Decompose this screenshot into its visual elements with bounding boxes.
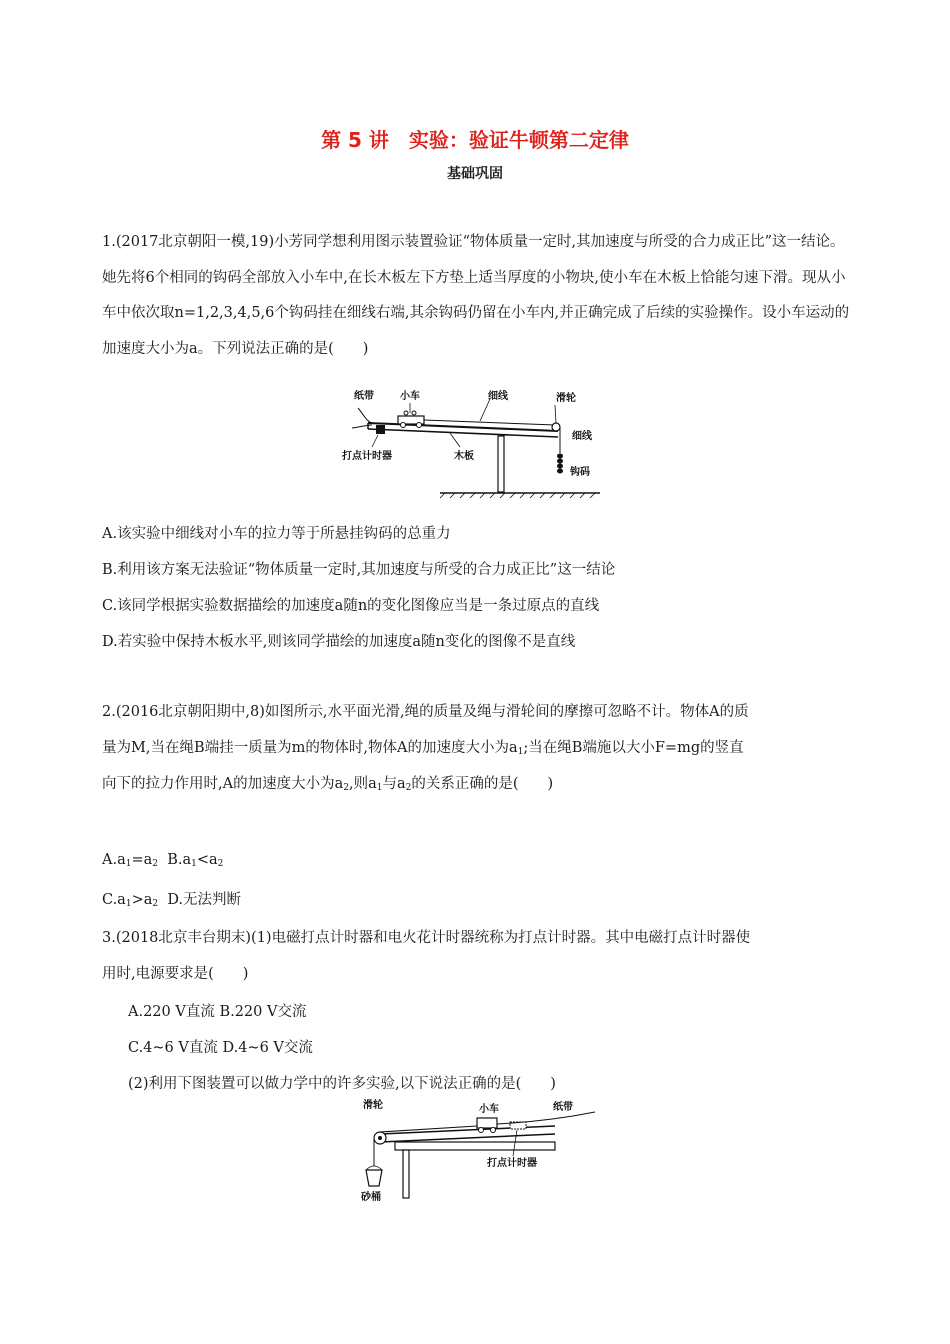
q1-option-d: D.若实验中保持木板水平,则该同学描绘的加速度a随n变化的图像不是直线: [102, 634, 576, 650]
label-string-2: 细线: [572, 431, 592, 442]
q3-options-cd: C.4~6 V直流 D.4~6 V交流: [128, 1040, 313, 1056]
q2-stem-line-2: 量为M,当在绳B端挂一质量为m的物体时,物体A的加速度大小为$a_1$;当在绳B端施以大小F=mg的竖直: [102, 740, 744, 757]
q2-stem-line-3: 向下的拉力作用时,A的加速度大小为$a_2$,则$a_1$与$a_2$的关系正确的是( ): [102, 776, 554, 793]
q2-options-cd: $C.a_1>a_2$ D.无法判断: [102, 892, 242, 909]
section-subtitle: 基础巩固: [447, 166, 503, 182]
q3-part-2: (2)利用下图装置可以做力学中的许多实验,以下说法正确的是( ): [128, 1076, 556, 1092]
q1-option-c: C.该同学根据实验数据描绘的加速度a随n的变化图像应当是一条过原点的直线: [102, 598, 600, 614]
q1-option-a: A.该实验中细线对小车的拉力等于所悬挂钩码的总重力: [102, 526, 451, 542]
label-cart: 小车: [479, 1104, 499, 1115]
label-sand-bucket: 砂桶: [361, 1192, 381, 1203]
q1-option-b: B.利用该方案无法验证“物体质量一定时,其加速度与所受的合力成正比”这一结论: [102, 562, 616, 578]
label-board: 木板: [454, 451, 474, 462]
q3-apparatus-figure: [355, 1098, 605, 1208]
q3-stem-line-1: 3.(2018北京丰台期末)(1)电磁打点计时器和电火花计时器统称为打点计时器。其中电磁打点计时器使: [102, 930, 751, 946]
label-pulley: 滑轮: [556, 393, 576, 404]
q2-stem-line-1: 2.(2016北京朝阳期中,8)如图所示,水平面光滑,绳的质量及绳与滑轮间的摩擦可忽略不计。物体A的质: [102, 704, 749, 720]
label-pulley: 滑轮: [363, 1100, 383, 1111]
q1-apparatus-figure: [340, 383, 610, 498]
label-timer: 打点计时器: [487, 1158, 537, 1169]
label-timer: 打点计时器: [342, 451, 392, 462]
q1-stem: 1.(2017北京朝阳一模,19)小芳同学想利用图示装置验证“物体质量一定时,其加速度与所受的合力成正比”这一结论。她先将6个相同的钩码全部放入小车中,在长木板左下方垫上适当厚度的小物块,使小车在木板上恰能匀速下滑。现从小车中依次取n=1,2,3,4,5,6个钩码挂在细线右端,其余钩码仍留在小车内,并正确完成了后续的实验操作。设小车运动的加速度大小为a。下列说法正确的是( ): [102, 234, 850, 357]
label-weights: 钩码: [570, 467, 590, 478]
q3-stem-line-2: 用时,电源要求是( ): [102, 966, 249, 982]
label-string: 细线: [488, 391, 508, 402]
page-title: 第 5 讲 实验：验证牛顿第二定律: [321, 128, 629, 152]
q3-options-ab: A.220 V直流 B.220 V交流: [128, 1004, 307, 1020]
q2-options-ab: $A.a_1=a_2$ $B.a_1<a_2$: [102, 852, 224, 869]
label-cart: 小车: [400, 391, 420, 402]
label-paper-tape: 纸带: [553, 1102, 573, 1113]
label-paper-tape: 纸带: [354, 391, 374, 402]
